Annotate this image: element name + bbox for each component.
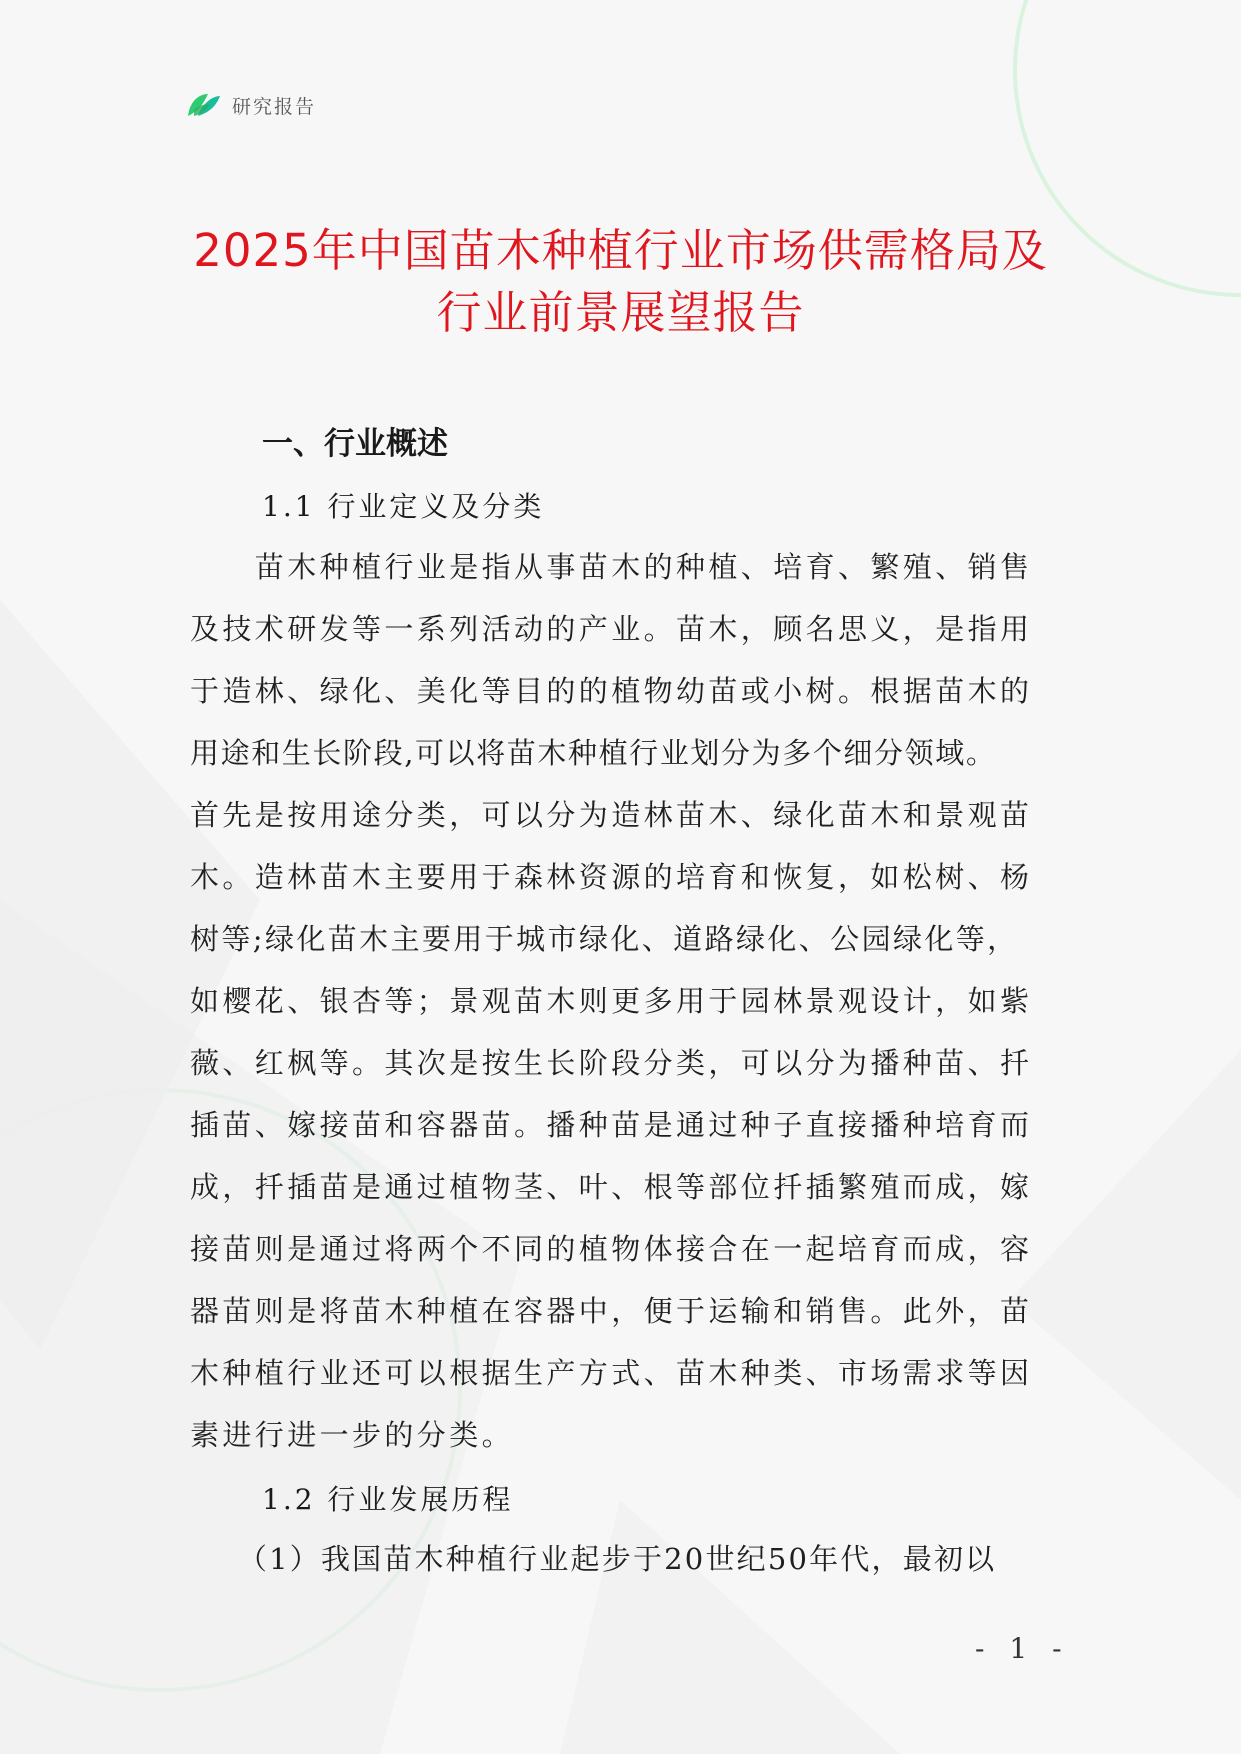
report-title-line-2: 行业前景展望报告 (436, 286, 805, 339)
paragraph-1 (190, 536, 1050, 1466)
text-line: 于造林、绿化、美化等目的的植物幼苗或小树。根据苗木的 (190, 674, 1033, 708)
text-line: 树等;绿化苗木主要用于城市绿化、道路绿化、公园绿化等， (190, 922, 1019, 956)
text-line: 器苗则是将苗木种植在容器中，便于运输和销售。此外，苗 (190, 1294, 1033, 1328)
section-heading: 一、行业概述 (262, 426, 448, 462)
text-line: 苗木种植行业是指从事苗木的种植、培育、繁殖、销售 (190, 550, 1033, 584)
subsection-heading-1-2: 1.2 行业发展历程 (262, 1483, 514, 1516)
text-line: 如樱花、银杏等；景观苗木则更多用于园林景观设计，如紫 (190, 984, 1033, 1018)
text-line: 木种植行业还可以根据生产方式、苗木种类、市场需求等因 (190, 1356, 1033, 1390)
text-line: 薇、红枫等。其次是按生长阶段分类，可以分为播种苗、扦 (190, 1046, 1033, 1080)
text-line: 木。造林苗木主要用于森林资源的培育和恢复，如松树、杨 (190, 860, 1033, 894)
text-line: 接苗则是通过将两个不同的植物体接合在一起培育而成，容 (190, 1232, 1033, 1266)
text-line: 用途和生长阶段,可以将苗木种植行业划分为多个细分领域。 (190, 736, 997, 770)
leaf-logo-icon (186, 90, 222, 120)
paragraph-2 (190, 1528, 1050, 1590)
page-number: - 1 - (975, 1632, 1070, 1665)
text-line: （1）我国苗木种植行业起步于20世纪50年代，最初以 (190, 1542, 997, 1576)
subsection-heading-1-1: 1.1 行业定义及分类 (262, 490, 545, 523)
text-line: 成，扦插苗是通过植物茎、叶、根等部位扦插繁殖而成，嫁 (190, 1170, 1033, 1204)
text-line: 插苗、嫁接苗和容器苗。播种苗是通过种子直接播种培育而 (190, 1108, 1033, 1142)
header-label: 研究报告 (232, 96, 317, 118)
text-line: 及技术研发等一系列活动的产业。苗木，顾名思义，是指用 (190, 612, 1033, 646)
text-line: 首先是按用途分类，可以分为造林苗木、绿化苗木和景观苗 (190, 798, 1033, 832)
report-title (140, 220, 1101, 344)
text-line: 素进行进一步的分类。 (190, 1418, 515, 1452)
report-title-line-1: 2025年中国苗木种植行业市场供需格局及 (193, 224, 1048, 277)
